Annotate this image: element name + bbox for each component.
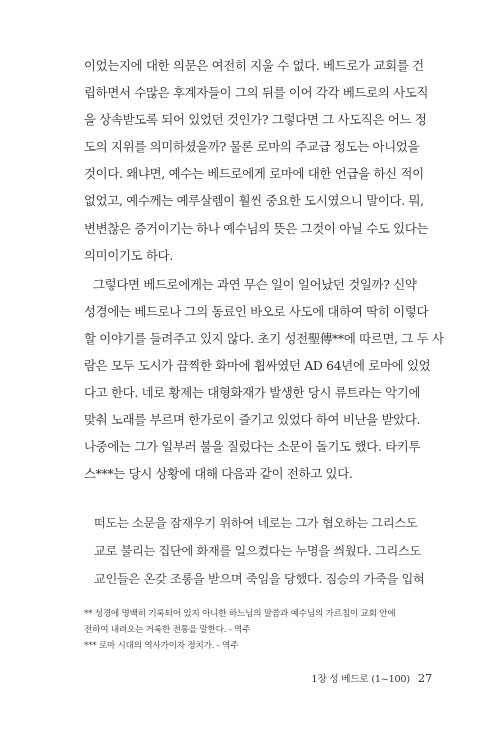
page-footer — [312, 671, 432, 685]
footnote-line: 전하여 내려오는 거룩한 전통을 말한다. - 역주 — [84, 625, 251, 635]
footnotes — [84, 606, 432, 654]
running-chapter-title: 1장 성 베드로 (1~100) — [311, 674, 410, 685]
text-line: 없었고, 예수께는 예루살렘이 훨씬 중요한 도시였으니 말이다. 뭐, — [84, 193, 424, 209]
quote-line: 교로 불리는 집단에 화재를 일으켰다는 누명을 씌웠다. 그리스도 — [94, 543, 421, 558]
text-line: 변변찮은 증거이기는 하나 예수님의 뜻은 그것이 아닐 수도 있다는 — [84, 220, 429, 236]
text-line: 성경에는 베드로나 그의 동료인 바오로 사도에 대하여 딱히 이렇다 — [84, 303, 429, 319]
text-line: 의미이기도 하다. — [84, 247, 173, 263]
text-line: 립하면서 수많은 후계자들이 그의 뒤를 이어 각각 베드로의 사도직 — [84, 85, 429, 101]
paragraph-2 — [84, 271, 444, 488]
quote-line: 떠도는 소문을 잠재우기 위하여 네로는 그가 혐오하는 그리스도 — [94, 516, 418, 530]
text-line: 도의 지위를 의미하셨을까? 물론 로마의 주교급 정도는 아니었을 — [84, 139, 420, 155]
text-line: 이었는지에 대한 의문은 여전히 지울 수 없다. 베드로가 교회를 건 — [84, 58, 424, 73]
text-line: 나중에는 그가 일부러 불을 질렀다는 소문이 돌기도 했다. 타키투 — [84, 439, 421, 455]
text-line: 람은 모두 도시가 끔찍한 화마에 휩싸였던 AD 64년에 로마에 있었 — [84, 358, 431, 374]
text-line: 스***는 당시 상황에 대해 다음과 같이 전하고 있다. — [84, 466, 353, 482]
quote-line: 교인들은 온갖 조롱을 받으며 죽임을 당했다. 짐승의 가죽을 입혀 — [94, 571, 425, 586]
text-line: 다고 한다. 네로 황제는 대형화재가 발생한 당시 류트라는 악기에 — [84, 385, 421, 401]
block-quote — [94, 510, 432, 593]
page-number: 27 — [417, 671, 432, 685]
paragraph-1 — [84, 52, 432, 269]
text-line: 맞춰 노래를 부르며 한가로이 즐기고 있었다 하여 비난을 받았다. — [84, 412, 421, 428]
text-line: 할 이야기를 들려주고 있지 않다. 초기 성전聖傳**에 따르면, 그 두 사 — [84, 330, 444, 346]
body-text — [84, 52, 444, 488]
text-line: 것이다. 왜냐면, 예수는 베드로에게 로마에 대한 언급을 하신 적이 — [84, 166, 424, 182]
footnote-line: ** 성경에 명백히 기록되어 있지 아니한 하느님의 말씀과 예수님의 가르침이 교회 안에 — [84, 609, 396, 619]
footnote-line: *** 로마 시대의 역사가이자 정치가. - 역주 — [84, 641, 239, 651]
text-line: 그렇다면 베드로에게는 과연 무슨 일이 일어났던 것일까? 신약 — [93, 276, 417, 292]
text-line: 을 상속받도록 되어 있었던 것인가? 그렇다면 그 사도직은 어느 정 — [84, 112, 427, 128]
